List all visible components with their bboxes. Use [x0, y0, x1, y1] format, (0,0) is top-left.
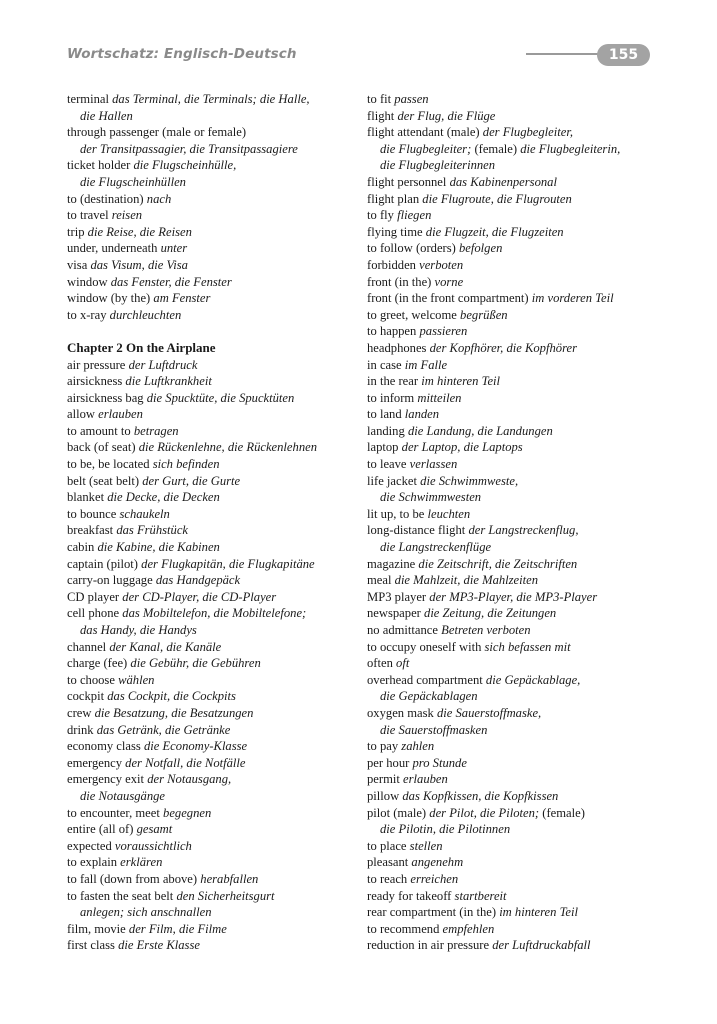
german-translation: der Transitpassagier, die Transitpassagiere [80, 141, 298, 156]
glossary-entry [67, 722, 359, 739]
german-translation: die Spucktüte, die Spucktüten [146, 390, 295, 405]
german-translation: das Kabinenpersonal [449, 174, 557, 189]
german-translation: am Fenster [153, 291, 211, 306]
left-entries-a [67, 91, 359, 323]
german-translation: vorne [434, 274, 464, 289]
german-translation: erlauben [403, 772, 448, 787]
left-column [67, 91, 359, 954]
glossary-entry [367, 672, 667, 705]
glossary-entry [67, 91, 359, 124]
german-translation: die Reise, die Reisen [87, 224, 192, 239]
english-term: flying time [367, 224, 423, 239]
english-term: flight plan [367, 191, 420, 206]
english-term: to follow (orders) [367, 241, 456, 256]
glossary-entry [367, 373, 667, 390]
glossary-entry [367, 605, 667, 622]
glossary-entry [367, 290, 667, 307]
german-translation: begrüßen [460, 307, 508, 322]
english-term: in the rear [367, 374, 419, 389]
english-term: airsickness bag [67, 390, 144, 405]
german-translation: die Flugbegleiterinnen [380, 158, 496, 173]
german-translation: anlegen; sich anschnallen [80, 905, 212, 920]
german-translation: stellen [409, 838, 443, 853]
glossary-entry [67, 439, 359, 456]
english-term: to fly [367, 208, 394, 223]
glossary-entry [367, 888, 667, 905]
glossary-entry [67, 738, 359, 755]
german-translation: der Notfall, die Notfälle [125, 755, 246, 770]
english-term: airsickness [67, 374, 123, 389]
german-translation: verlassen [409, 457, 458, 472]
glossary-entry [67, 572, 359, 589]
english-term: window (by the) [67, 291, 151, 306]
german-translation: fliegen [397, 208, 432, 223]
glossary-entry [67, 157, 359, 190]
glossary-entry [367, 191, 667, 208]
english-term: long-distance flight [367, 523, 466, 538]
glossary-entry [67, 373, 359, 390]
german-translation: die Besatzung, die Besatzungen [94, 705, 254, 720]
english-term: to occupy oneself with [367, 639, 482, 654]
glossary-entry [367, 572, 667, 589]
english-term: breakfast [67, 523, 114, 538]
glossary-entry [67, 921, 359, 938]
german-translation: landen [404, 407, 440, 422]
glossary-entry [367, 705, 667, 738]
german-translation: das Cockpit, die Cockpits [107, 689, 236, 704]
german-translation: sich befinden [152, 457, 220, 472]
english-term: channel [67, 639, 107, 654]
german-translation: der Flugkapitän, die Flugkapitäne [141, 556, 315, 571]
german-translation: leuchten [427, 506, 471, 521]
english-term: per hour [367, 755, 410, 770]
german-translation: der Langstreckenflug, [468, 523, 579, 538]
german-translation: die Flugbegleiterin, [520, 141, 621, 156]
german-translation: die Hallen [80, 108, 133, 123]
english-term: back (of seat) [67, 440, 136, 455]
english-term: to land [367, 407, 402, 422]
glossary-entry [67, 556, 359, 573]
german-translation: die Landung, die Landungen [407, 423, 553, 438]
german-translation: der Notausgang, [147, 772, 232, 787]
english-term: flight personnel [367, 174, 447, 189]
german-translation: angenehm [411, 855, 464, 870]
german-translation: die Decke, die Decken [107, 490, 220, 505]
english-term: newspaper [367, 606, 421, 621]
german-translation: die Kabine, die Kabinen [97, 540, 220, 555]
right-column [367, 91, 667, 954]
glossary-entry [367, 871, 667, 888]
glossary-entry [367, 921, 667, 938]
glossary-entry [367, 904, 667, 921]
german-translation: die Zeitschrift, die Zeitschriften [418, 556, 578, 571]
english-term: landing [367, 423, 405, 438]
glossary-entry [367, 340, 667, 357]
glossary-entry [67, 805, 359, 822]
german-translation: das Handgepäck [155, 573, 241, 588]
german-translation: der Kanal, die Kanäle [109, 639, 222, 654]
english-term: often [367, 656, 393, 671]
english-term: flight attendant (male) [367, 125, 480, 140]
german-translation: das Mobiltelefon, die Mobiltelefone; [122, 606, 307, 621]
section-gap [67, 323, 359, 340]
german-translation: die Erste Klasse [118, 938, 200, 953]
german-translation: der Pilot, die Piloten; [429, 805, 540, 820]
glossary-entry [367, 224, 667, 241]
english-term: to place [367, 838, 407, 853]
glossary-entry [367, 622, 667, 639]
english-term: economy class [67, 739, 141, 754]
glossary-entry [367, 456, 667, 473]
german-translation: die Gepäckablage, [485, 672, 581, 687]
glossary-entry [367, 788, 667, 805]
german-translation: die Sauerstoffmaske, [436, 705, 542, 720]
glossary-entry [67, 207, 359, 224]
english-term: pilot (male) [367, 805, 427, 820]
glossary-entry [67, 871, 359, 888]
english-term: first class [67, 938, 115, 953]
glossary-entry [67, 838, 359, 855]
german-translation: der Film, die Filme [128, 921, 227, 936]
english-term: to fall (down from above) [67, 871, 198, 886]
english-term: (female) [474, 141, 518, 156]
glossary-entry [67, 688, 359, 705]
german-translation: erlauben [98, 407, 143, 422]
glossary-entry [367, 655, 667, 672]
glossary-entry [67, 672, 359, 689]
english-term: cabin [67, 540, 95, 555]
english-term: to x-ray [67, 307, 107, 322]
glossary-entry [367, 124, 667, 174]
english-term: to be, be located [67, 457, 150, 472]
english-term: lit up, to be [367, 506, 425, 521]
glossary-entry [67, 224, 359, 241]
glossary-entry [67, 489, 359, 506]
english-term: meal [367, 573, 392, 588]
german-translation: das Frühstück [116, 523, 189, 538]
english-term: magazine [367, 556, 416, 571]
english-term: ready for takeoff [367, 888, 452, 903]
glossary-entry [67, 423, 359, 440]
glossary-entry [367, 771, 667, 788]
german-translation: voraussichtlich [114, 838, 192, 853]
english-term: emergency exit [67, 772, 145, 787]
glossary-entry [67, 191, 359, 208]
glossary-entry [67, 655, 359, 672]
glossary-entry [67, 888, 359, 921]
german-translation: der Gurt, die Gurte [142, 473, 241, 488]
german-translation: die Notausgänge [80, 788, 166, 803]
glossary-entry [67, 240, 359, 257]
english-term: forbidden [367, 257, 416, 272]
german-translation: die Zeitung, die Zeitungen [424, 606, 557, 621]
glossary-entry [367, 805, 667, 838]
german-translation: die Sauerstoffmasken [380, 722, 488, 737]
english-term: life jacket [367, 473, 417, 488]
german-translation: der CD-Player, die CD-Player [122, 589, 277, 604]
page-number-badge: 155 [597, 44, 650, 66]
german-translation: die Flugscheinhüllen [80, 174, 186, 189]
german-translation: das Handy, die Handys [80, 623, 197, 637]
german-translation: wählen [118, 672, 155, 687]
glossary-entry [367, 91, 667, 108]
german-translation: den Sicherheitsgurt [176, 888, 275, 903]
english-term: to greet, welcome [367, 307, 457, 322]
english-term: front (in the) [367, 274, 432, 289]
english-term: flight [367, 108, 395, 123]
german-translation: die Schwimmweste, [420, 473, 519, 488]
glossary-entry [67, 406, 359, 423]
english-term: headphones [367, 340, 427, 355]
german-translation: schaukeln [119, 506, 170, 521]
german-translation: sich befassen mit [484, 639, 571, 654]
german-translation: startbereit [454, 888, 507, 903]
german-translation: die Pilotin, die Pilotinnen [380, 822, 511, 837]
glossary-entry [67, 854, 359, 871]
glossary-entry [67, 390, 359, 407]
glossary-entry [367, 506, 667, 523]
english-term: film, movie [67, 921, 126, 936]
german-translation: die Gepäckablagen [380, 689, 478, 704]
glossary-entry [367, 357, 667, 374]
glossary-entry [67, 357, 359, 374]
english-term: to happen [367, 324, 417, 339]
english-term: ticket holder [67, 158, 131, 173]
english-term: trip [67, 224, 85, 239]
glossary-entry [67, 473, 359, 490]
english-term: through passenger (male or female) [67, 125, 247, 140]
english-term: emergency [67, 755, 123, 770]
english-term: entire (all of) [67, 822, 134, 837]
english-term: to inform [367, 390, 415, 405]
glossary-entry [367, 937, 667, 954]
right-entries [367, 91, 667, 954]
glossary-entry [367, 108, 667, 125]
german-translation: unter [160, 241, 188, 256]
glossary-entry [67, 605, 359, 638]
german-translation: die Gebühr, die Gebühren [130, 656, 261, 671]
english-term: terminal [67, 92, 109, 106]
english-term: pleasant [367, 855, 409, 870]
english-term: to fit [367, 92, 392, 106]
glossary-entry [367, 556, 667, 573]
english-term: under, underneath [67, 241, 158, 256]
english-term: captain (pilot) [67, 556, 138, 571]
german-translation: oft [396, 656, 410, 671]
english-term: CD player [67, 589, 120, 604]
german-translation: der Kopfhörer, die Kopfhörer [429, 340, 578, 355]
glossary-entry [67, 274, 359, 291]
english-term: cockpit [67, 689, 105, 704]
german-translation: passen [394, 92, 429, 106]
english-term: blanket [67, 490, 105, 505]
english-term: front (in the front compartment) [367, 291, 529, 306]
english-term: to encounter, meet [67, 805, 160, 820]
glossary-entry [67, 771, 359, 804]
glossary-entry [367, 307, 667, 324]
glossary-entry [67, 522, 359, 539]
german-translation: das Getränk, die Getränke [96, 722, 231, 737]
glossary-entry [367, 854, 667, 871]
german-translation: das Fenster, die Fenster [110, 274, 232, 289]
german-translation: der Luftdruckabfall [492, 938, 591, 953]
chapter-heading: Chapter 2 On the Airplane [67, 339, 216, 355]
glossary-entry [67, 456, 359, 473]
german-translation: im vorderen Teil [531, 291, 614, 306]
german-translation: der Flug, die Flüge [397, 108, 496, 123]
english-term: allow [67, 407, 95, 422]
glossary-entry [367, 639, 667, 656]
english-term: to leave [367, 457, 407, 472]
german-translation: begegnen [163, 805, 212, 820]
german-translation: passieren [419, 324, 468, 339]
english-term: oxygen mask [367, 705, 434, 720]
english-term: cell phone [67, 606, 120, 621]
english-term: drink [67, 722, 94, 737]
english-term: crew [67, 705, 92, 720]
german-translation: die Flugscheinhülle, [133, 158, 237, 173]
german-translation: verboten [419, 257, 464, 272]
english-term: to fasten the seat belt [67, 888, 174, 903]
english-term: overhead compartment [367, 672, 483, 687]
german-translation: im hinteren Teil [499, 905, 579, 920]
glossary-entry [367, 738, 667, 755]
glossary-entry [367, 323, 667, 340]
english-term: air pressure [67, 357, 126, 372]
german-translation: nach [146, 191, 172, 206]
running-head-title: Wortschatz: Englisch-Deutsch [67, 46, 297, 62]
english-term: to reach [367, 871, 408, 886]
glossary-entry [67, 705, 359, 722]
english-term: carry-on luggage [67, 573, 153, 588]
english-term: permit [367, 772, 400, 787]
glossary-entry [367, 174, 667, 191]
glossary-entry [367, 207, 667, 224]
german-translation: reisen [111, 208, 143, 223]
glossary-entry [67, 290, 359, 307]
glossary-entry [367, 439, 667, 456]
english-term: to travel [67, 208, 109, 223]
german-translation: erreichen [410, 871, 459, 886]
english-term: to explain [67, 855, 118, 870]
english-term: in case [367, 357, 402, 372]
german-translation: befolgen [459, 241, 503, 256]
german-translation: im hinteren Teil [421, 374, 501, 389]
german-translation: zahlen [401, 739, 435, 754]
english-term: pillow [367, 788, 400, 803]
english-term: MP3 player [367, 589, 427, 604]
english-term: to amount to [67, 423, 131, 438]
english-term: to recommend [367, 921, 440, 936]
left-entries-b [67, 357, 359, 954]
english-term: no admittance [367, 623, 438, 637]
glossary-entry [67, 257, 359, 274]
glossary-entry [367, 274, 667, 291]
glossary-entry [367, 473, 667, 506]
english-term: to pay [367, 739, 399, 754]
german-translation: mitteilen [417, 390, 462, 405]
glossary-entry [67, 821, 359, 838]
german-translation: herabfallen [200, 871, 259, 886]
glossary-entry [67, 589, 359, 606]
german-translation: die Mahlzeit, die Mahlzeiten [394, 573, 539, 588]
german-translation: gesamt [136, 822, 173, 837]
glossary-entry [67, 506, 359, 523]
glossary-entry [67, 124, 359, 157]
english-term: window [67, 274, 108, 289]
glossary-entry [67, 307, 359, 324]
english-term: to bounce [67, 506, 117, 521]
german-translation: die Economy-Klasse [143, 739, 248, 754]
english-term: belt (seat belt) [67, 473, 140, 488]
german-translation: der Laptop, die Laptops [401, 440, 523, 455]
german-translation: empfehlen [442, 921, 495, 936]
german-translation: der MP3-Player, die MP3-Player [429, 589, 598, 604]
english-term: visa [67, 257, 88, 272]
glossary-entry [67, 755, 359, 772]
german-translation: betragen [133, 423, 179, 438]
german-translation: die Rückenlehne, die Rückenlehnen [138, 440, 318, 455]
glossary-entry [367, 423, 667, 440]
english-term: to choose [67, 672, 115, 687]
glossary-entry [367, 589, 667, 606]
glossary-entry [367, 406, 667, 423]
glossary-entry [367, 257, 667, 274]
glossary-entry [367, 522, 667, 555]
glossary-entry [367, 240, 667, 257]
german-translation: das Terminal, die Terminals; die Halle, [112, 92, 310, 106]
english-term: rear compartment (in the) [367, 905, 497, 920]
german-translation: die Langstreckenflüge [380, 540, 492, 555]
german-translation: die Flugbegleiter; [380, 141, 472, 156]
german-translation: im Falle [404, 357, 448, 372]
glossary-entry [67, 539, 359, 556]
glossary-entry [67, 639, 359, 656]
german-translation: die Flugzeit, die Flugzeiten [425, 224, 564, 239]
german-translation: das Visum, die Visa [90, 257, 188, 272]
english-term: reduction in air pressure [367, 938, 490, 953]
german-translation: das Kopfkissen, die Kopfkissen [402, 788, 559, 803]
german-translation: die Luftkrankheit [125, 374, 212, 389]
german-translation: pro Stunde [412, 755, 467, 770]
german-translation: durchleuchten [109, 307, 182, 322]
german-translation: die Flugroute, die Flugrouten [422, 191, 572, 206]
glossary-entry [67, 937, 359, 954]
glossary-entry [367, 390, 667, 407]
german-translation: die Schwimmwesten [380, 490, 482, 505]
english-term: expected [67, 838, 112, 853]
english-term: charge (fee) [67, 656, 128, 671]
german-translation: Betreten verboten [441, 623, 531, 637]
german-translation: der Flugbegleiter, [482, 125, 573, 140]
english-term: (female) [542, 805, 585, 820]
glossary-entry [367, 838, 667, 855]
glossary-entry [367, 755, 667, 772]
english-term: laptop [367, 440, 399, 455]
german-translation: der Luftdruck [128, 357, 198, 372]
german-translation: erklären [120, 855, 163, 870]
english-term: to (destination) [67, 191, 144, 206]
